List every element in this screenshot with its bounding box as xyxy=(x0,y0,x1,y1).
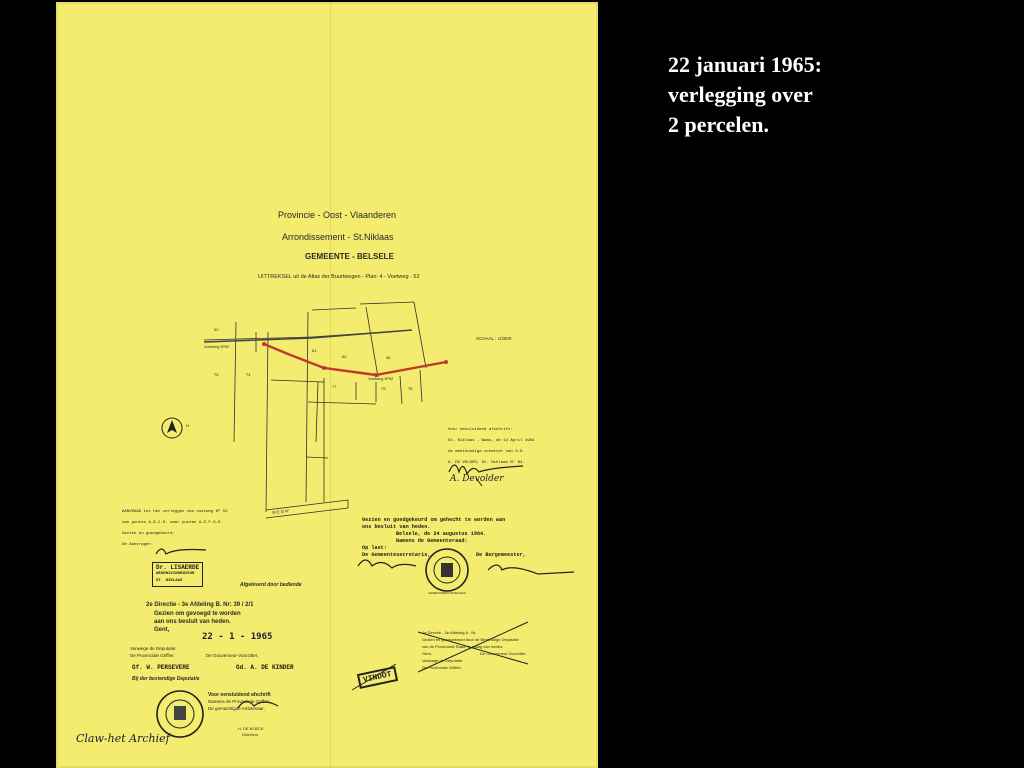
header-arrondissement: Arrondissement - St.Niklaas xyxy=(282,232,394,242)
surveyor-line-2: St. Niklaas - Waas, de 14 April 1964 xyxy=(448,439,535,443)
directie-line-4: Gent, xyxy=(154,627,170,633)
crossed-line-2: Gezien en goedgekeurd door de Bestendige Deputatie xyxy=(422,637,519,642)
directie-date: 22 - 1 - 1965 xyxy=(202,632,273,642)
raad-burgemeester: De Burgemeester, xyxy=(476,552,526,558)
map-parcel-label: 75 xyxy=(214,372,219,377)
map-road-label: W E G N° xyxy=(271,507,290,516)
caption-line-1: 22 januari 1965: xyxy=(668,52,822,77)
crossed-line-1: 1e Directie - 3e Afdeling A - Nr. xyxy=(422,630,477,635)
caption-line-2: verlegging over xyxy=(668,82,813,107)
header-uittreksel: UITTREKSEL uit de Atlas der Buurtwegen - Plan: 4 - Voetweg - 52 xyxy=(258,274,420,280)
crossed-line-3: van de Provinciale Raad, in zitting van heden. xyxy=(422,644,504,649)
map-scale-label: SCHAAL : 1/2500 xyxy=(476,336,512,341)
afgeleverd-note: Afgeleverd door bediende xyxy=(240,582,302,588)
lisaerde-name: Dr. LISAERDE xyxy=(156,564,200,571)
map-parcel-label: 60 xyxy=(342,354,347,359)
belsele-seal-text: GEMEENTEBESTUUR BELSELE xyxy=(428,592,466,595)
directie-hand-2: Gd. A. DE KINDER xyxy=(236,664,294,671)
aanvraag-line-4: De Aanvrager: xyxy=(122,543,154,547)
north-arrow-label: N xyxy=(186,423,189,428)
vindot-stamp: VINDOT xyxy=(357,666,398,689)
map-voetweg-right: Voetweg Nº52 xyxy=(368,376,394,381)
map-parcel-label: 74 xyxy=(246,372,251,377)
raad-line-2: ons besluit van heden. xyxy=(362,524,431,530)
map-parcel-label: 81 xyxy=(312,348,317,353)
directie-line-7: De Provinciale Griffier, xyxy=(130,653,175,658)
raad-line-4: Namens de Gemeenteraad: xyxy=(396,538,468,544)
lisaerde-stamp xyxy=(152,562,203,587)
eensluidend-line-3: De gemachtigde Ambtenaar, xyxy=(208,706,265,711)
lisaerde-line-2: WEGENISINGENIEUR xyxy=(156,572,195,576)
eensluidend-line-1: Voor eensluidend afschrift xyxy=(208,692,271,698)
aanvraag-line-1: AANVRAAG tot het verleggen van voetweg Nº 52 xyxy=(122,510,228,514)
directie-hand-1: Gf. W. PERSEVERE xyxy=(132,664,190,671)
directie-line-6: Vanwege de Deputatie: xyxy=(130,646,177,651)
header-gemeente: GEMEENTE - BELSELE xyxy=(305,252,394,261)
header-province: Provincie - Oost - Vlaanderen xyxy=(278,210,397,220)
lisaerde-line-3: ST. NIKLAAS xyxy=(156,579,183,583)
crossed-line-5: De Gouverneur-Voorzitter, xyxy=(480,651,527,656)
caption-line-3: 2 percelen. xyxy=(668,112,770,137)
aanvraag-line-2: van punten A.B.C.D. naar punten A.E.F.G.D. xyxy=(122,521,223,525)
map-parcel-label: 77 xyxy=(332,384,337,389)
eensluidend-role: Directeur xyxy=(242,732,259,737)
crossed-line-7: De Provinciale Griffier, xyxy=(422,665,462,670)
raad-secretaris: De Gemeentesecretaris, xyxy=(362,552,431,558)
surveyor-line-4: A. DE VOLDER, St. Niklaas N° 84. xyxy=(448,461,525,465)
map-parcel-label: 56 xyxy=(386,355,391,360)
surveyor-line-1: Voor eensluidend afschrift: xyxy=(448,428,513,432)
slide-caption xyxy=(668,50,822,140)
raad-line-3: Belsele, de 24 augustus 1964. xyxy=(396,531,487,537)
map-parcel-label: 78 xyxy=(408,386,413,391)
directie-line-1: 2e Directie - 3e Afdeling B. Nr: 39 / 2/1 xyxy=(146,602,254,608)
handwritten-archive-note: Claw-het Archief xyxy=(76,732,170,745)
surveyor-line-3: de meetkundige-schatter van O.D. xyxy=(448,450,525,454)
aanvraag-line-3: Gezien en goedgekeurd: xyxy=(122,532,175,536)
eensluidend-line-2: Namens de Provinciale Griffier, xyxy=(208,699,270,704)
scanned-document xyxy=(56,2,598,768)
directie-line-3: aan ons besluit van heden. xyxy=(154,619,231,625)
map-voetweg-left: Voetweg Nº52 xyxy=(204,344,230,349)
map-parcel-label: 62 xyxy=(214,327,219,332)
directie-line-2: Gezien om gevoegd te worden xyxy=(154,611,241,617)
crossed-line-4: Gent, xyxy=(422,651,432,656)
raad-line-1: Gezien en goedgekeurd om gehecht te worden aan xyxy=(362,517,506,523)
eensluidend-name: H. DE BOECK xyxy=(238,726,264,731)
raad-line-5: Op last: xyxy=(362,545,387,551)
map-parcel-label: 79 xyxy=(381,386,386,391)
crossed-line-6: Vanwege de Deputatie: xyxy=(422,658,464,663)
directie-line-8: De Gouverneur-Voorzitter, xyxy=(206,653,259,658)
directie-line-9: Bij der bestendige Deputatie xyxy=(132,676,200,682)
surveyor-signature: A. Devolder xyxy=(450,474,504,484)
